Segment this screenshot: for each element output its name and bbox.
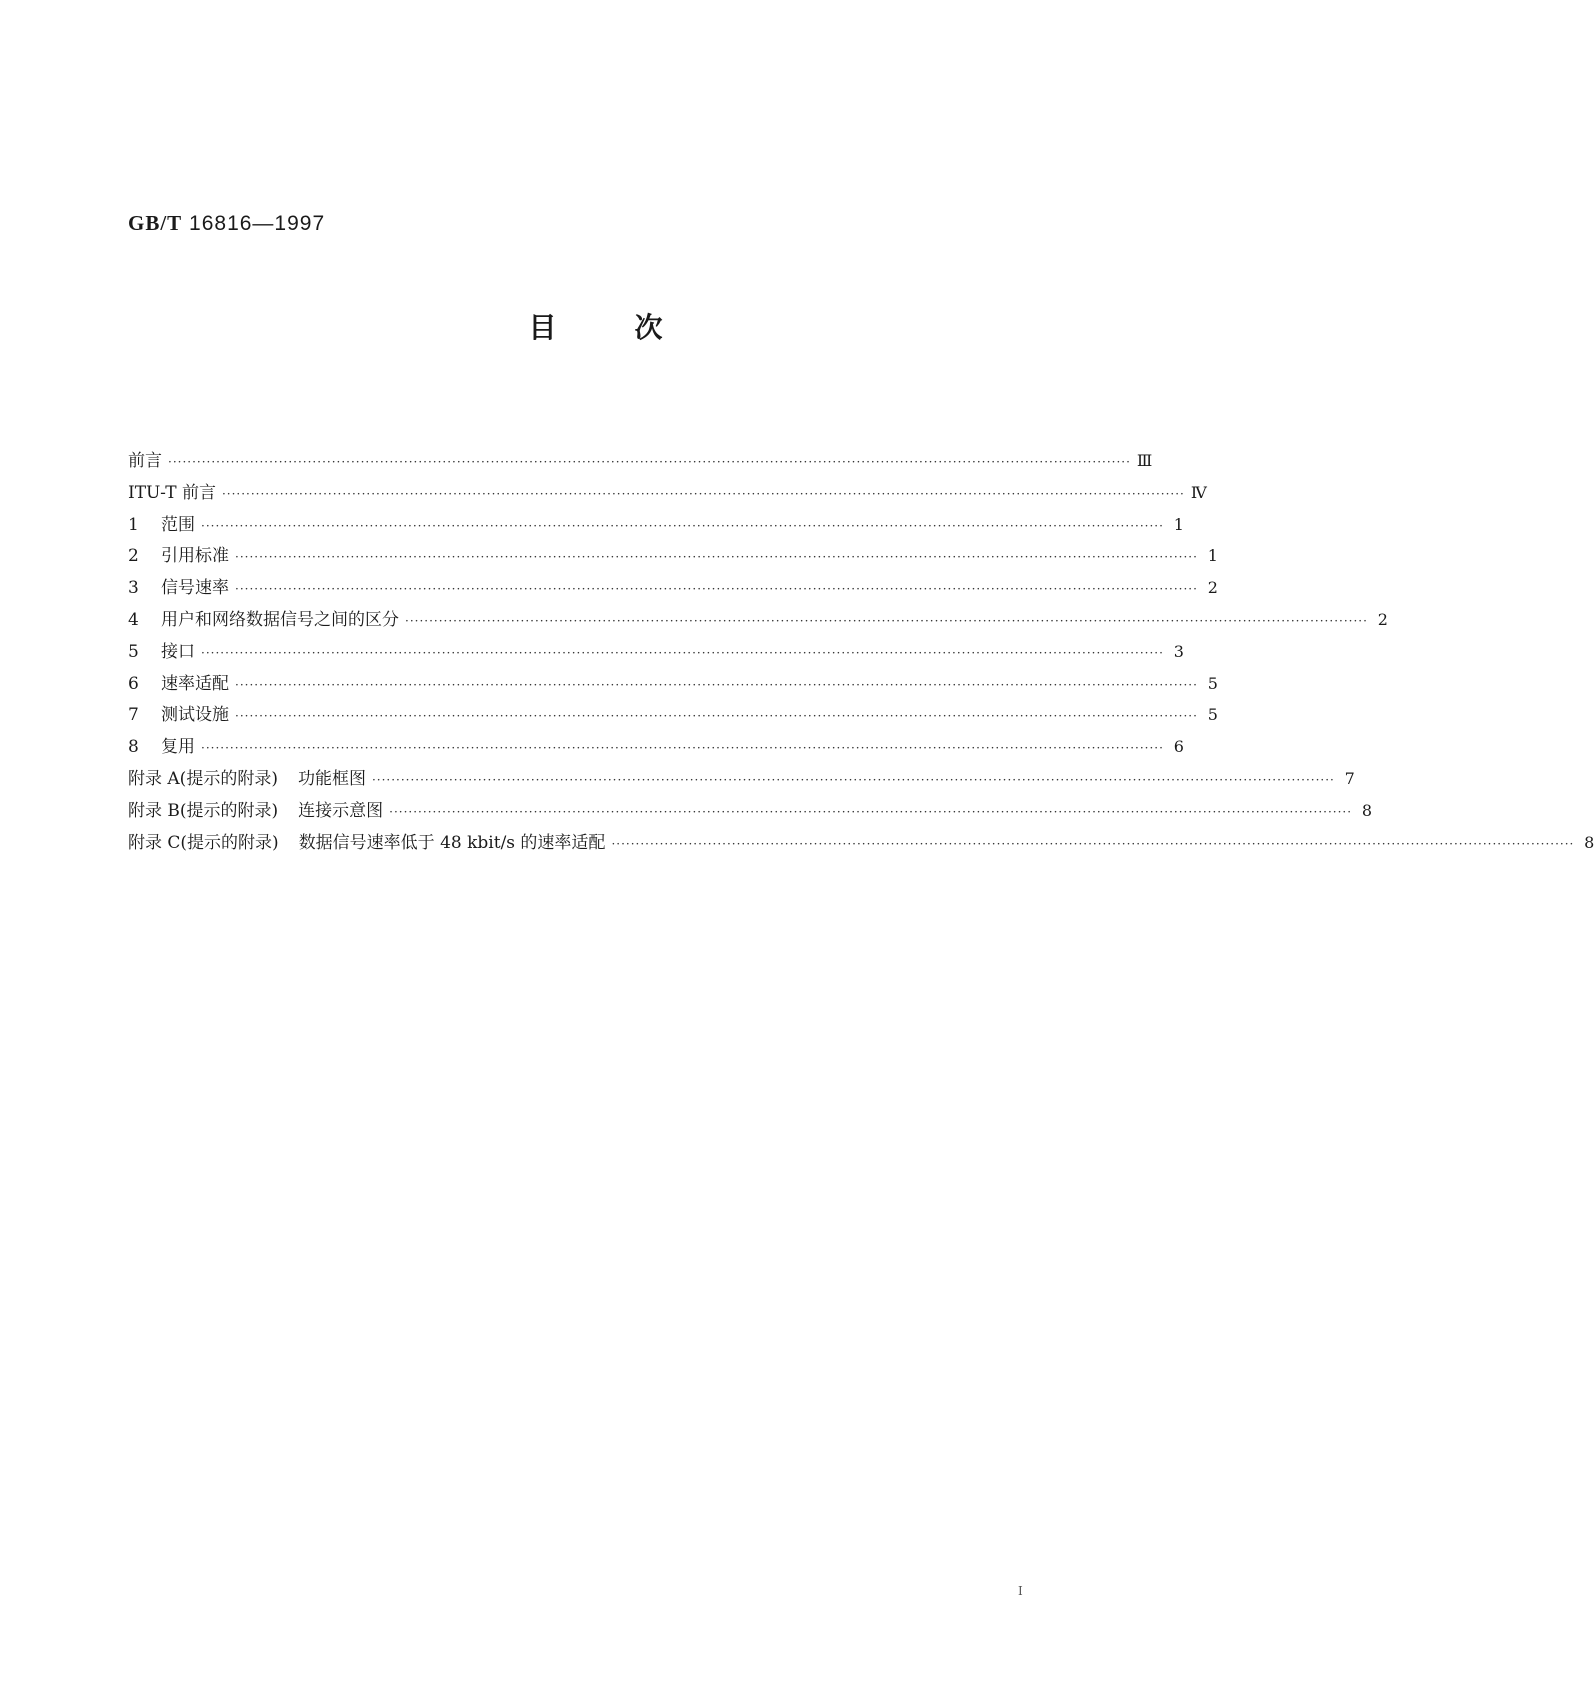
toc-leader-dots: ········································································································································································································ — [168, 455, 1131, 469]
toc-entry-title — [128, 669, 229, 694]
toc-leader-dots: ········································································································································································································ — [371, 772, 1335, 787]
standard-code: GB/T — [128, 211, 183, 235]
toc-entry-label: 速率适配 — [161, 673, 229, 694]
toc-entry[interactable] — [128, 541, 1218, 573]
toc-leader-dots: ········································································································································································································ — [201, 518, 1164, 533]
page-folio: I — [1018, 1584, 1023, 1598]
toc-entry-label: 引用标准 — [161, 546, 229, 567]
toc-entry-label: 测试设施 — [161, 705, 229, 726]
toc-entry-page: 8 — [1361, 800, 1373, 820]
toc-title-right: 次 — [634, 311, 663, 344]
toc-entry-page: 7 — [1344, 768, 1355, 788]
toc-entry-page: Ⅳ — [1190, 482, 1207, 502]
toc-leader-dots: ········································································································································································································ — [405, 613, 1368, 628]
toc-entry[interactable] — [128, 700, 1218, 732]
toc-entry-label: 用户和网络数据信号之间的区分 — [161, 609, 399, 630]
toc-entry-label: 信号速率 — [161, 578, 229, 599]
toc-leader-dots: ········································································································································································································ — [235, 677, 1198, 692]
toc-entry-page: 2 — [1207, 578, 1218, 598]
toc-entry-page: 1 — [1173, 514, 1184, 534]
toc-entry-label: 前言 — [128, 451, 162, 471]
toc-leader-dots: ········································································································································································································ — [389, 804, 1353, 819]
toc-leader-dots: ········································································································································································································ — [201, 741, 1164, 756]
toc-entry-page: Ⅲ — [1136, 451, 1153, 470]
toc-entry-label: 复用 — [161, 737, 195, 758]
toc-entry-title — [128, 573, 229, 598]
toc-entry-number: 3 — [128, 578, 139, 599]
toc-entry-label: 附录 B(提示的附录) — [128, 800, 279, 821]
toc-entry-title — [128, 637, 195, 662]
standard-number — [128, 211, 325, 236]
toc-entry-page: 3 — [1173, 641, 1184, 661]
toc-entry-number: 4 — [128, 609, 139, 630]
toc-title-left: 目 — [528, 311, 557, 344]
toc-entry[interactable] — [128, 605, 1388, 637]
toc-entry-title — [128, 828, 605, 853]
toc-entry-label: ITU-T 前言 — [128, 482, 216, 503]
toc-entry-page: 2 — [1377, 609, 1388, 629]
toc-entry[interactable] — [128, 446, 1153, 478]
toc-entry[interactable] — [128, 796, 1373, 828]
toc-entry-title — [128, 510, 195, 535]
toc-entry-label: 范围 — [161, 514, 195, 535]
toc-title — [0, 306, 1191, 346]
toc-entry-page: 1 — [1207, 546, 1218, 566]
toc-leader-dots: ········································································································································································································ — [235, 582, 1198, 597]
toc-entry[interactable] — [128, 828, 1594, 860]
toc-entry[interactable] — [128, 669, 1218, 701]
toc-entry-number: 5 — [128, 641, 139, 662]
toc-entry-number: 2 — [128, 546, 139, 567]
toc-entry-subtitle: 连接示意图 — [298, 800, 384, 821]
toc-leader-dots: ········································································································································································································ — [201, 645, 1164, 660]
toc-entry-title — [128, 700, 229, 725]
toc-entry-page: 8 — [1584, 832, 1594, 852]
toc-entry-title — [128, 541, 229, 566]
toc-entry-number: 6 — [128, 673, 139, 694]
toc-entry-title — [128, 446, 162, 471]
toc-entry-number: 7 — [128, 705, 139, 726]
toc-entry[interactable] — [128, 478, 1207, 510]
toc-entry-subtitle: 功能框图 — [297, 768, 366, 789]
toc-entry[interactable] — [128, 510, 1184, 542]
toc-entry-label: 附录 C(提示的附录) — [128, 832, 279, 853]
toc-entry-page: 5 — [1207, 705, 1218, 725]
toc-entry-title — [128, 732, 195, 757]
standard-year-number: 16816—1997 — [189, 212, 326, 235]
toc-leader-dots: ········································································································································································································ — [221, 486, 1185, 501]
toc-entry-title — [128, 605, 399, 630]
toc-entry-page: 5 — [1207, 673, 1218, 693]
toc-entry[interactable] — [128, 637, 1184, 669]
toc-entry-title — [128, 764, 366, 789]
toc-leader-dots: ········································································································································································································ — [611, 836, 1575, 851]
toc-entry-page: 6 — [1173, 737, 1184, 757]
toc-entry[interactable] — [128, 573, 1218, 605]
table-of-contents — [128, 446, 1594, 859]
toc-leader-dots: ········································································································································································································ — [235, 709, 1198, 724]
toc-entry-label: 接口 — [161, 641, 195, 662]
toc-entry-label: 附录 A(提示的附录) — [128, 768, 278, 789]
toc-entry[interactable] — [128, 764, 1355, 796]
toc-entry-number: 8 — [128, 737, 139, 758]
toc-entry-number: 1 — [128, 514, 139, 535]
toc-entry-title — [128, 796, 383, 821]
toc-leader-dots: ········································································································································································································ — [235, 550, 1198, 565]
toc-entry-subtitle: 数据信号速率低于 48 kbit/s 的速率适配 — [298, 832, 606, 853]
toc-entry[interactable] — [128, 732, 1184, 764]
toc-entry-title — [128, 478, 216, 503]
